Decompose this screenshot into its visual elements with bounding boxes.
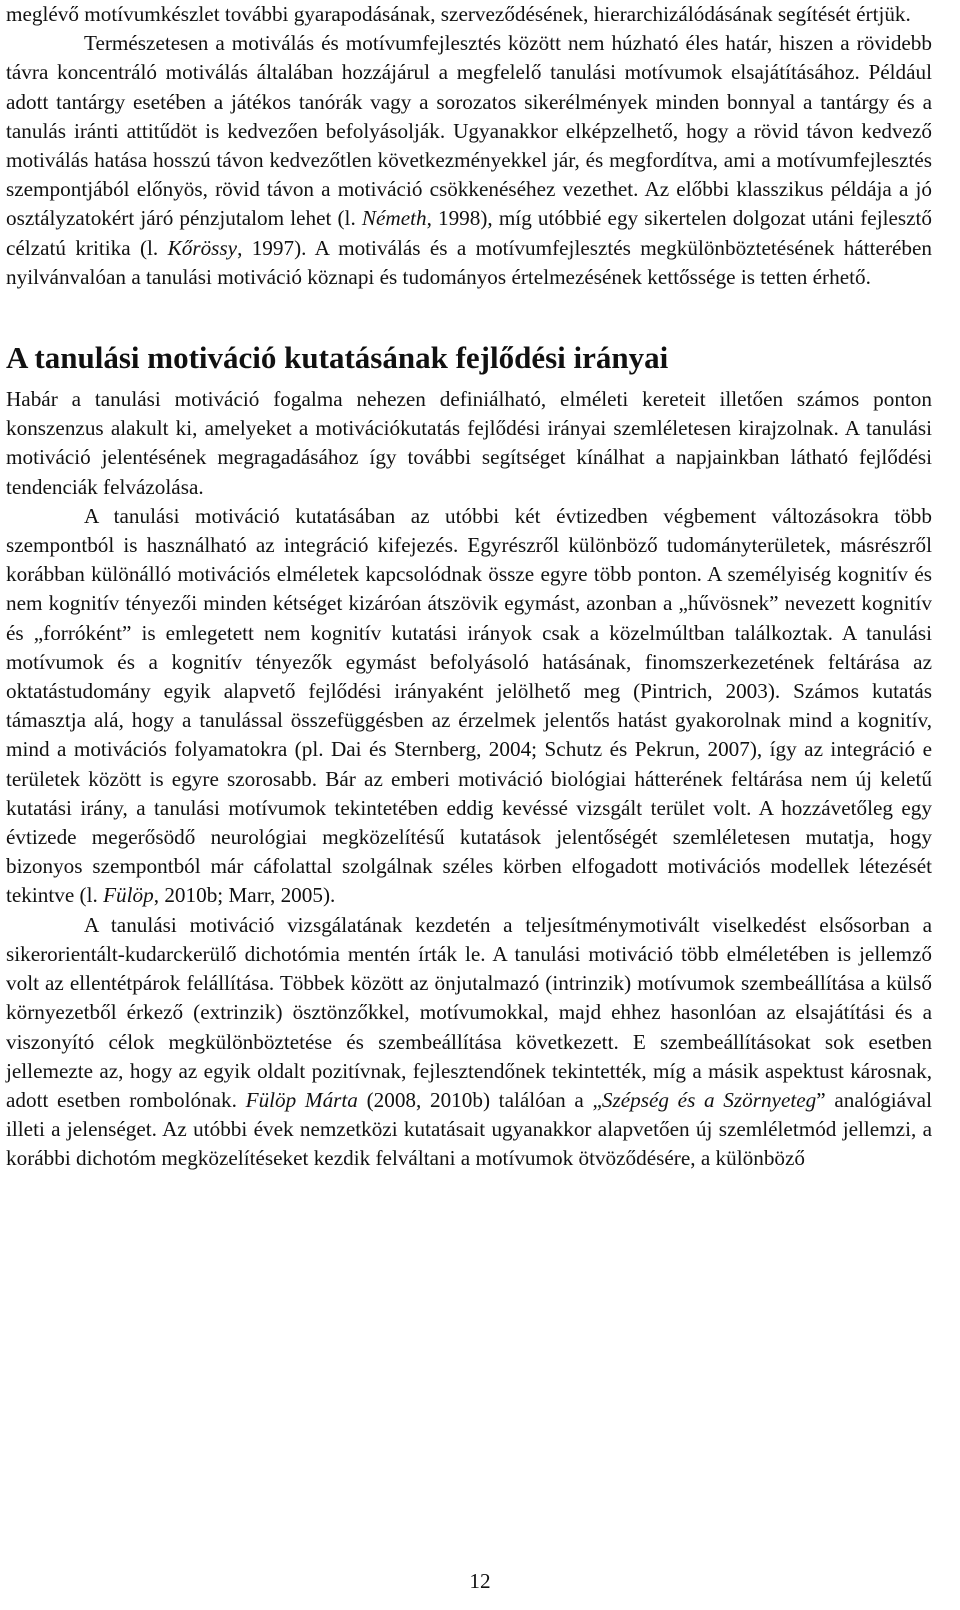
paragraph-dichotomy [6, 911, 932, 1174]
paragraph-integration [6, 502, 932, 911]
section-spacer [6, 292, 932, 338]
text-run: , 1998), míg utóbbié egy sikertelen dolgozat utáni fejlesztő célzatú kritika (l. [6, 206, 933, 260]
text-run: Természetesen a motiválás és motívumfejlesztés között nem húzható éles határ, hiszen a rövidebb távra koncentráló motiválás általában hozzájárul a megfelelő tanulási motívumok elsajátításához. Például adott tantárgy esetében a játékos tanórák vagy a sorozatos sikerélmények minden bonnyal a tantárgy és a tanulás iránti attitűdöt is kedvezően befolyásolják. Ugyanakkor elképzelhető, hogy a rövid távon kedvező motiválás hatása hosszú távon kedvezőtlen következményekkel jár, és megfordítva, ami a motívumfejlesztés szempontjából előnyös, rövid távon a motiváció csökkenéséhez vezethet. Az előbbi klasszikus példája a jó osztályzatokért járó pénzjutalom lehet (l. [6, 31, 932, 231]
citation-author: Fülöp Márta [245, 1087, 358, 1112]
document-page [6, 0, 932, 1174]
text-run: , 1997). A motiválás és a motívumfejlesztés megkülönböztetésének hátterében nyilvánvalóan a tanulási motiváció köznapi és tudományos értelmezésének kettőssége is tetten érhető. [6, 235, 933, 289]
text-run: A tanulási motiváció kutatásában az utóbbi két évtizedben végbement változásokra több szempontból is használható az integráció kifejezés. Egyrészről különböző tudományterületek, másrészről korábban különálló motivációs elméletek kapcsolódnak össze egyre több ponton. A személyiség kognitív és nem kognitív tényezői minden kétséget kizáróan átszövik egymást, azonban a „hűvösnek” nevezett kognitív és „forróként” is emlegetett nem kognitív kutatási irányok csak a közelmúltban találkoztak. A tanulási motívumok és a kognitív tényezők egymást befolyásoló hatásának, finomszerkezetének feltárása az oktatástudomány egyik alapvető fejlődési irányaként jelölhető meg (Pintrich, 2003). Számos kutatás támasztja alá, hogy a tanulással összefüggésben az érzelmek jelentős hatást gyakorolnak mind a kognitív, mind a motivációs folyamatokra (pl. Dai és Sternberg, 2004; Schutz és Pekrun, 2007), így az integráció e területek között is egyre szorosabb. Bár az emberi motiváció biológiai hátterének feltárása nem új keletű kutatási irány, a tanulási motívumok tekintetében eddig kevéssé vizsgált terület volt. A hozzávetőleg egy évtizede megerősödő neurológiai megközelítésű kutatások jelentőségét szemléletesen mutatja, hogy bizonyos szempontból már cáfolattal szolgálnak széles körben elfogadott motivációs modellek létezését tekintve (l. [6, 503, 932, 908]
paragraph-continuation: meglévő motívumkészlet további gyarapodásának, szerveződésének, hierarchizálódásának segítését értjük. [6, 2, 911, 26]
text-run: A tanulási motiváció vizsgálatának kezdetén a teljesítménymotivált viselkedést elsősorban a sikerorientált-kudarckerülő dichotómia mentén írták le. A tanulási motiváció több elméletében is jellemző volt az ellentétpárok felállítása. Többek között az önjutalmazó (intrinzik) motívumok szembeállítása a külső környezetből érkező (extrinzik) ösztönzőkkel, motívumokkal, majd ehhez hasonlóan az elsajátítási és a viszonyító célok megkülönböztetése és szembeállítása következett. E szembeállításokat sok esetben jellemezte az, hogy az egyik oldalt pozitívnak, fejlesztendőnek tekintették, míg a másik aspektust károsnak, adott esetben rombolónak. [6, 912, 932, 1112]
citation-author: Kőrössy [167, 235, 238, 260]
section-heading: A tanulási motiváció kutatásának fejlődési irányai [6, 340, 669, 376]
paragraph-section-intro: Habár a tanulási motiváció fogalma nehezen definiálható, elméleti kereteit illetően számos ponton konszenzus alakult ki, amelyeket a motivációkutatás fejlődési irányai szemléletesen kirajzolnak. A tanulási motiváció jelentésének megragadásához így további segítséget kínálhat a napjainkban látható fejlődési tendenciák felvázolása. [6, 387, 932, 499]
text-run: ” analógiával illeti a jelenséget. Az utóbbi évek nemzetközi kutatásait ugyanakkor alapvetően új szemléletmód jellemzi, a korábbi dichotóm megközelítéseket kezdik felváltani a motívumok ötvöződésére, a különböző [6, 1087, 932, 1171]
text-run: , 2010b; Marr, 2005). [153, 883, 336, 908]
citation-author: Németh [361, 206, 427, 231]
title-italic: Szépség és a Szörnyeteg [601, 1087, 817, 1112]
page-number: 12 [469, 1569, 491, 1593]
citation-author: Fülöp [103, 883, 154, 908]
paragraph-motivation-development [6, 29, 932, 292]
text-run: (2008, 2010b) találóan a „ [357, 1087, 602, 1112]
